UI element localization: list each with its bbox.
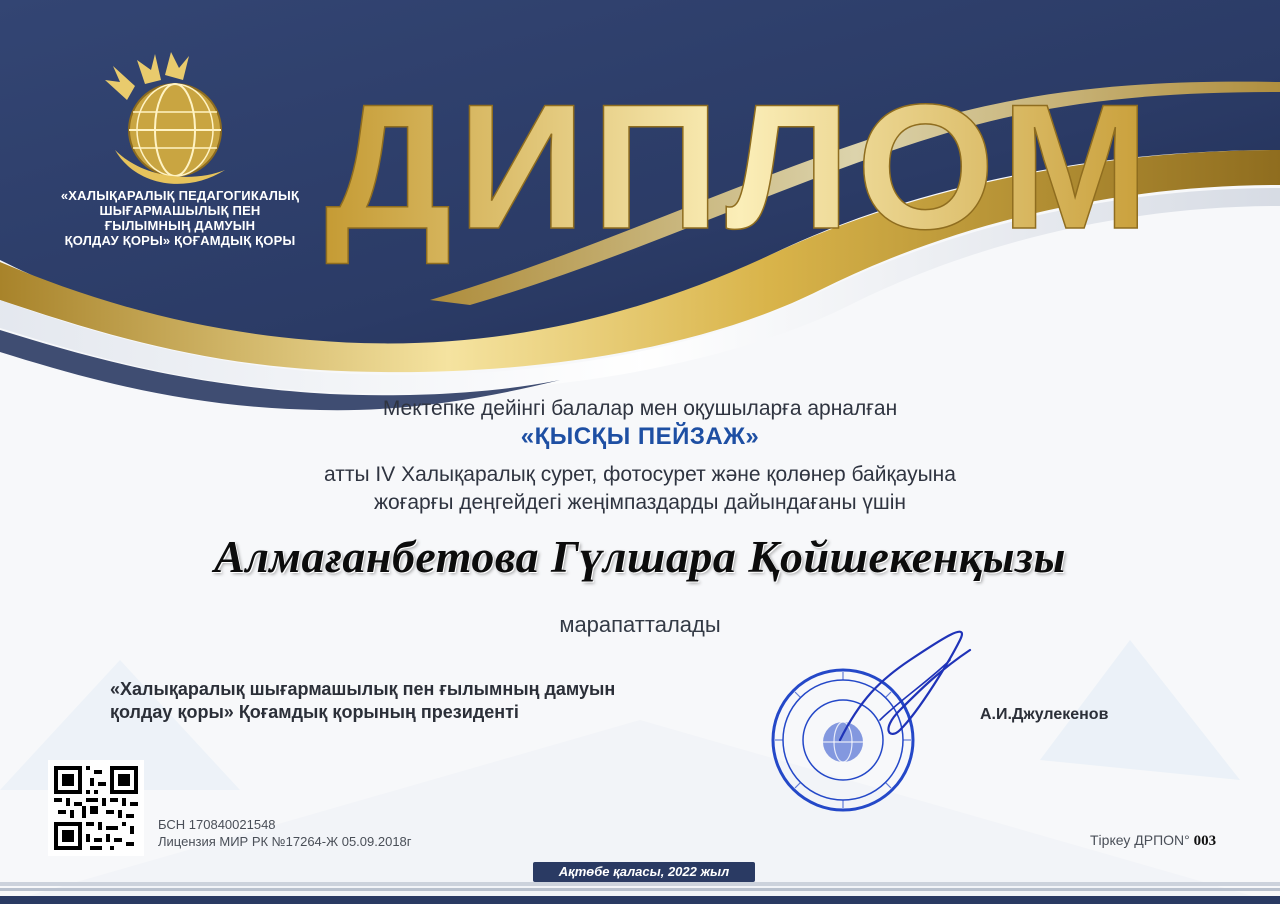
intro-line-3: атты IV Халықаралық сурет, фотосурет және қолөнер байқауына xyxy=(324,463,956,486)
president-title-line-1: «Халықаралық шығармашылық пен ғылымның дамуын xyxy=(110,679,616,699)
bottom-bar xyxy=(0,896,1280,904)
intro-line-4: жоғарғы деңгейдегі жеңімпаздарды дайындағаны үшін xyxy=(373,491,907,514)
registration-info xyxy=(158,816,412,850)
awardee-name: Алмағанбетова Гүлшара Қойшекенқызы xyxy=(214,531,1066,582)
organization-name xyxy=(30,188,330,248)
bsn-text: БСН 170840021548 xyxy=(158,817,276,832)
contest-name: «ҚЫСҚЫ ПЕЙЗАЖ» xyxy=(520,423,760,450)
registration-number xyxy=(1090,832,1216,850)
registration-value: 003 xyxy=(1193,833,1217,849)
org-name-line-1: «ХАЛЫҚАРАЛЫҚ ПЕДАГОГИКАЛЫҚ xyxy=(60,188,300,203)
awarded-text: марапатталады xyxy=(559,612,721,637)
org-name-line-2: ШЫҒАРМАШЫЛЫҚ ПЕН xyxy=(99,203,261,218)
qr-code-pattern xyxy=(54,766,138,850)
registration-label: Тіркеу ДРПОN° xyxy=(1090,832,1190,848)
city-year-badge: Ақтөбе қаласы, 2022 жыл xyxy=(533,862,755,882)
qr-code-icon xyxy=(48,760,144,856)
title-diplom-graphic xyxy=(325,67,1155,266)
signature-icon xyxy=(820,600,980,760)
license-text: Лицензия МИР РК №17264-Ж 05.09.2018г xyxy=(158,834,412,849)
intro-line-1: Мектепке дейінгі балалар мен оқушыларға арналған xyxy=(382,397,898,420)
president-title xyxy=(110,678,730,724)
org-name-line-4: ҚОЛДАУ ҚОРЫ» ҚОҒАМДЫҚ ҚОРЫ xyxy=(64,233,296,248)
president-title-line-2: қолдау қоры» Қоғамдық қорының президенті xyxy=(110,702,519,722)
org-name-line-3: ҒЫЛЫМНЫҢ ДАМУЫН xyxy=(104,218,256,233)
president-name: А.И.Джулекенов xyxy=(980,706,1109,723)
title-text-shape: ДИПЛОМ xyxy=(324,67,1156,266)
